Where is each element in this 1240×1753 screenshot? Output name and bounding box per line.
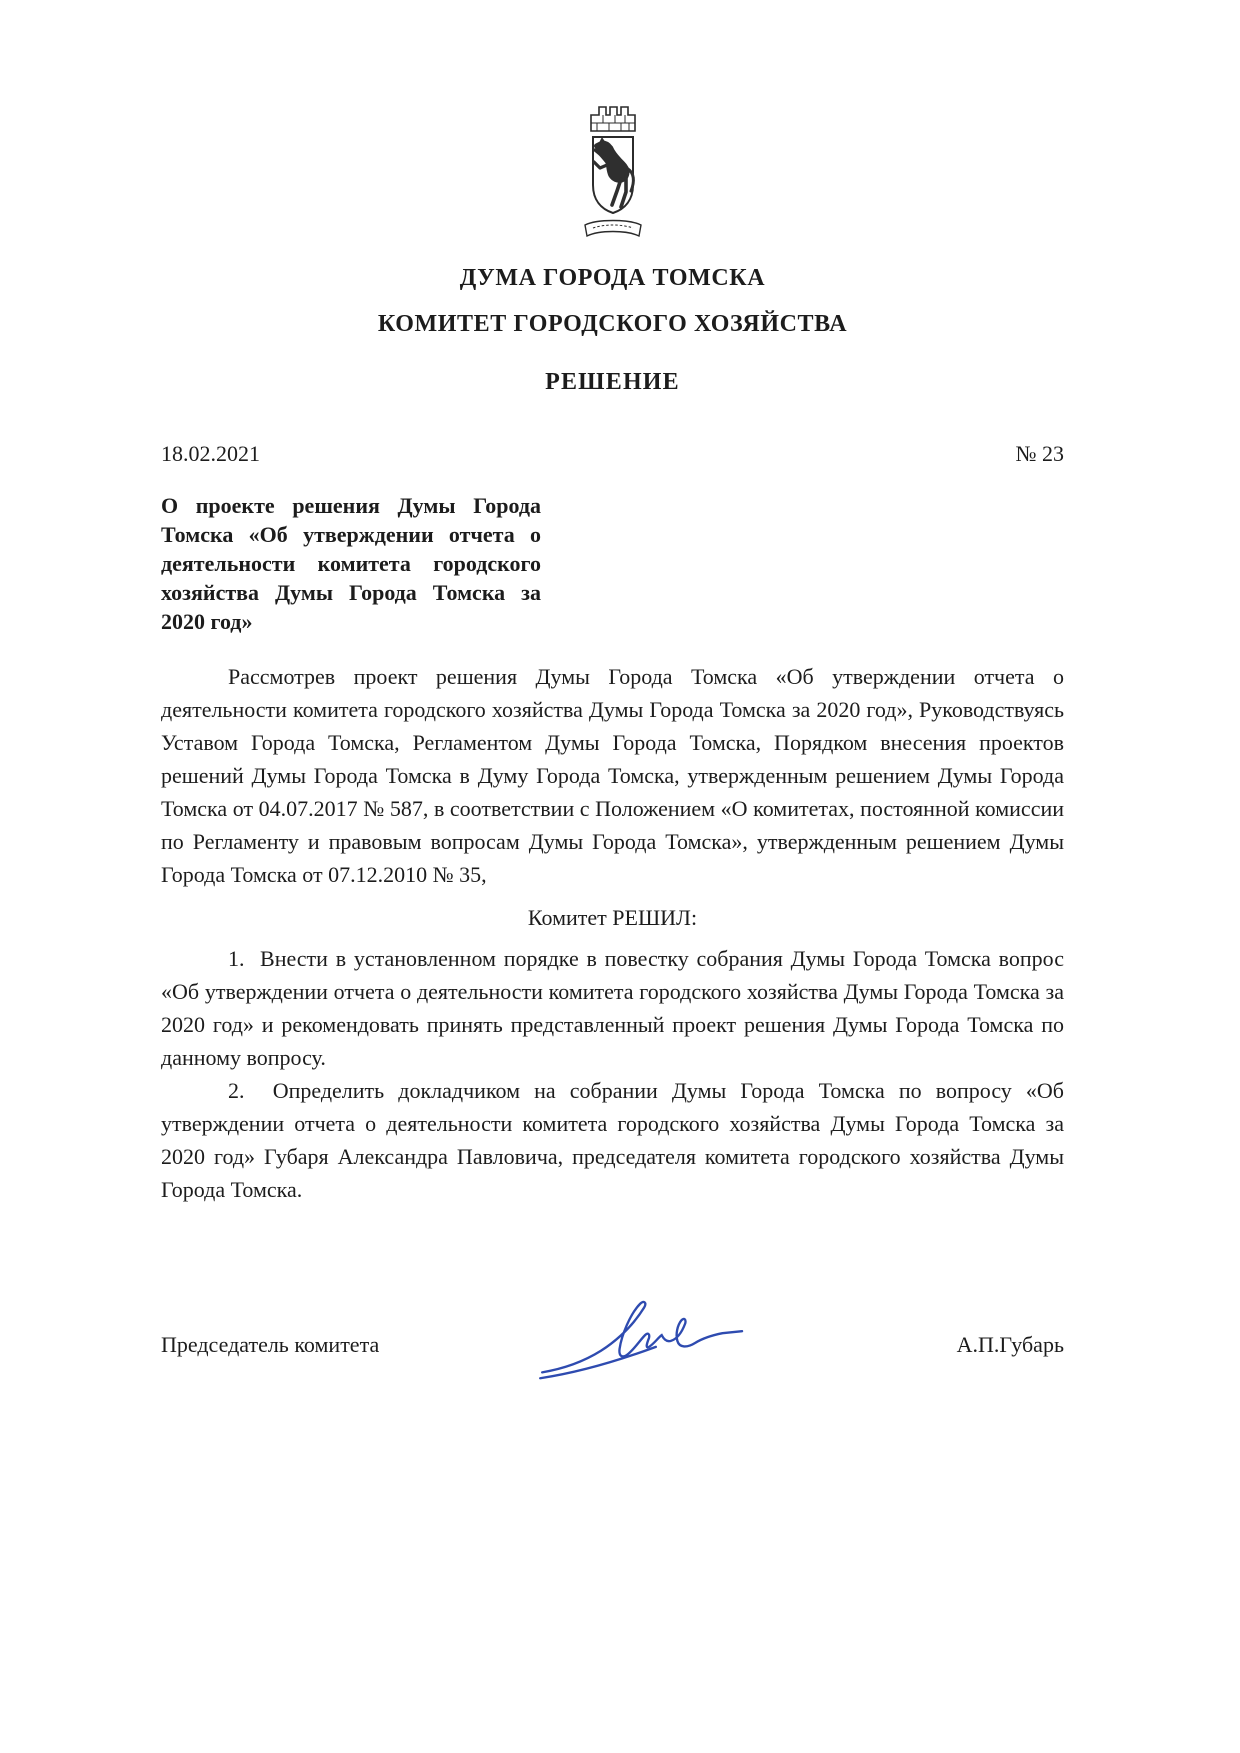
signature-svg	[530, 1292, 766, 1390]
organization-name: ДУМА ГОРОДА ТОМСКА	[459, 265, 766, 291]
motto-ribbon-icon	[585, 221, 641, 237]
document-type-title: РЕШЕНИЕ	[545, 369, 680, 395]
coat-of-arms-svg	[563, 95, 663, 247]
preamble-paragraph: Рассмотрев проект решения Думы Города Томска «Об утверждении отчета о деятельности комитета городского хозяйства Думы Города Томска за 2020 год», Руководствуясь Уставом Города Томска, Регламентом Думы Города Томска, Порядком внесения проектов решений Думы Города Томска в Думу Города Томска, утвержденным решением Думы Города Томска от 04.07.2017 № 587, в соответствии с Положением «О комитетах, постоянной комиссии по Регламенту и правовым вопросам Думы Города Томска», утвержденным решением Думы Города Томска от 07.12.2010 № 35,	[161, 664, 1064, 887]
document-subject: О проекте решения Думы Города Томска «Об утверждении отчета о деятельности комитета городского хозяйства Думы Города Томска за 2020 год»	[161, 493, 541, 634]
handwritten-signature-icon	[530, 1292, 766, 1398]
signer-position: Председатель комитета	[161, 1332, 380, 1357]
resolved-heading: Комитет РЕШИЛ:	[527, 905, 698, 930]
mural-crown-icon	[591, 107, 635, 131]
resolution-item-2: 2. Определить докладчиком на собрании Думы Города Томска по вопросу «Об утверждении отчета о деятельности комитета городского хозяйства Думы Города Томска за 2020 год» Губаря Александра Павловича, председателя комитета городского хозяйства Думы Города Томска.	[161, 1078, 1064, 1202]
document-date: 18.02.2021	[161, 441, 260, 466]
meta-row	[161, 439, 1064, 469]
resolution-item-1: 1. Внести в установленном порядке в повестку собрания Думы Города Томска вопрос «Об утверждении отчета о деятельности комитета городского хозяйства Думы Города Томска за 2020 год» и рекомендовать принять представленный проект решения Думы Города Томска по данному вопросу.	[161, 946, 1064, 1070]
committee-name: КОМИТЕТ ГОРОДСКОГО ХОЗЯЙСТВА	[377, 311, 848, 337]
signer-name: А.П.Губарь	[956, 1332, 1064, 1357]
tomsk-coat-of-arms-icon	[563, 95, 663, 247]
document-number: № 23	[1015, 441, 1064, 466]
signature-block	[161, 1292, 1064, 1398]
